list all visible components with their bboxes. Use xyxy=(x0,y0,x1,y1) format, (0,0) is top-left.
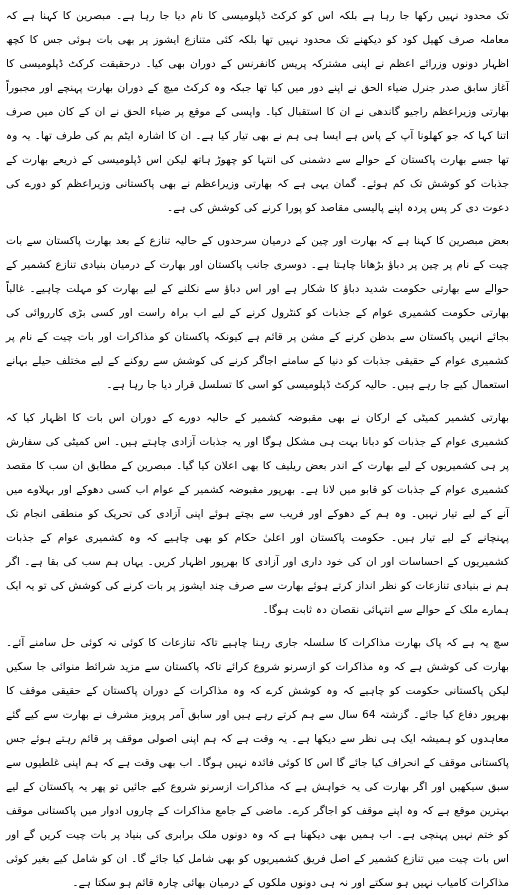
article-paragraph-4: سچ یہ ہے کہ پاک بھارت مذاکرات کا سلسلہ جاری رہنا چاہیے تاکہ تنازعات کا کوئی نہ کوئی حل سامنے آئے۔ بھارت کی کوشش ہے کہ وہ مذاکرات کو ازسرنو شروع کرائے تاکہ پاکستان سے مزید شرائط منوائی جا سکیں لیکن پاکستانی حکومت کو چاہیے کہ وہ کوشش کرے کہ وہ مذاکرات کے دوران پاکستان کے حقیقی موقف کا بھرپور دفاع کیا جائے۔ گزشتہ 64 سال سے ہم کرتے رہے ہیں اور سابق آمر پرویز مشرف نے بھارت سے کیے گئے معاہدوں کو ہمیشہ ایک ہی نظر سے دیکھا ہے۔ یہ وقت ہے کہ ہم اپنی اصولی موقف پر قائم رہتے ہوئے جس پاکستانی موقف کے انحراف کیا جائے گا اس کا کوئی فائدہ نہیں ہوگا۔ اب بھی وقت ہے کہ ہم اپنی غلطیوں سے سبق سیکھیں اور اگر بھارت کی یہ خواہش ہے کہ مذاکرات ازسرنو شروع کیے جائیں تو پھر یہ پاکستان کے لیے بہترین موقع ہے کہ وہ اپنے موقف کو اجاگر کرے۔ ماضی کے جامع مذاکرات کے چاروں ادوار میں پاکستانی موقف کو ختم نہیں پہنچی ہے۔ اب ہمیں بھی دیکھنا ہے کہ وہ دونوں ملک برابری کی بنیاد پر بات چیت کریں گے اور اس بات چیت میں تنازع کشمیر کے اصل فریق کشمیریوں کو بھی شامل کیا جائے گا۔ ان کو شامل کیے بغیر کوئی مذاکرات کامیاب نہیں ہو سکتے اور نہ ہی دونوں ملکوں کے درمیان بھائی چارہ قائم ہو سکتا ہے۔ xyxy=(6,637,509,889)
article-paragraph-1: تک محدود نہیں رکھا جا رہا ہے بلکہ اس کو کرکٹ ڈپلومیسی کا نام دیا جا رہا ہے۔ مبصرین کا کہنا ہے کہ معاملہ صرف کھیل کود کو دیکھنے تک محدود نہیں تھا بلکہ کئی متنازع ایشوز پر بھی بات ہوئی جس کا کچھ اظہار دونوں وزرائے اعظم نے اپنی مشترکہ پریس کانفرنس کے دوران بھی کیا۔ درحقیقت کرکٹ ڈپلومیسی کا آغاز سابق صدر جنرل ضیاء الحق نے اپنے دور میں کیا تھا جبکہ وہ کرکٹ میچ کے دوران بھارت پہنچے اور مجبوراً بھارتی وزیراعظم راجیو گاندھی نے ان کا استقبال کیا۔ واپسی کے موقع پر ضیاء الحق نے ان کے کان میں صرف اتنا کہا کہ جو کھلونا آپ کے پاس ہے ایسا ہی ہم نے بھی تیار کیا ہے۔ ان کا اشارہ ایٹم بم کی طرف تھا۔ یہ وہ تھا جسے بھارت پاکستان کے حوالے سے دشمنی کی انتہا کو چھوڑ ہاتھ لیکن اس ڈپلومیسی کے ذریعے بھارت کے جذبات کو کوشش تک کم ہوئے۔ گمان یہی ہے کہ بھارتی وزیراعظم نے بھی پاکستانی وزیراعظم کو دورے کی دعوت دی کر پس پردہ اپنے پالیسی مقاصد کو پورا کرنے کی کوشش کی ہے۔ xyxy=(6,10,509,214)
article-paragraph-3: بھارتی کشمیر کمیٹی کے ارکان نے بھی مقبوضہ کشمیر کے حالیہ دورے کے دوران اس بات کا اظہار کیا کہ کشمیری عوام کے جذبات کو دبانا بہت ہی مشکل ہوگا اور یہ جذبات آزادی چاہتے ہیں۔ اس کمیٹی کی سفارش پر ہی کشمیریوں کے لیے بھارت کے اندر بعض ریلیف کا بھی اعلان کیا گیا۔ مبصرین کے مطابق ان سب کا مقصد کشمیری عوام کے جذبات کو قابو میں لانا ہے۔ بھرپور مقبوضہ کشمیر کے عوام اب کسی دھوکے اور بہلاوے میں آنے کے لیے تیار نہیں۔ وہ ہم کے دھوکے اور فریب سے بچتے ہوئے اپنی آزادی کی تحریک کو منطقی انجام تک پہنچانے کے لیے تیار ہیں۔ حکومت پاکستان اور اعلیٰ حکام کو بھی چاہیے کہ وہ کشمیری عوام کے جذبات کشمیریوں کے احساسات اور ان کی خود داری اور آزادی کا بھرپور اظہار کریں۔ یہاں ہم سب کی بقا ہے۔ اگر ہم نے بنیادی تنازعات کو نظر انداز کرتے ہوئے بھارت سے صرف چند ایشوز پر بات کرنے کی کوشش کی تو یہ ایک ہمارے ملک کے حوالے سے انتہائی نقصان دہ ثابت ہوگا۔ xyxy=(6,412,509,616)
article-paragraph-2: بعض مبصرین کا کہنا ہے کہ بھارت اور چین کے درمیان سرحدوں کے حالیہ تنازع کے بعد بھارت پاکستان سے بات چیت کے نام پر چین پر دباؤ بڑھانا چاہتا ہے۔ دوسری جانب پاکستان اور بھارت کے درمیان بنیادی تنازع کشمیر کے حوالے سے بھارتی حکومت شدید دباؤ کا شکار ہے اور اس دباؤ سے نکلنے کے لیے بھارت کو مہلت چاہیے۔ غالباً بھارتی حکومت کشمیری عوام کے جذبات کو کنٹرول کرنے کے لیے اب براہ راست اور کسی بڑی کارروائی کی بجائے انہیں پاکستان سے بدظن کرنے کے مشن پر قائم ہے کیونکہ پاکستان کو مذاکرات اور بات چیت کے نام پر کشمیری عوام کے حقیقی جذبات کو دنیا کے سامنے اجاگر کرنے کی کوشش سے روکنے کے لیے مختلف حیلے بہانے استعمال کیے جا رہے ہیں۔ حالیہ کرکٹ ڈپلومیسی کو اسی کا تسلسل قرار دیا جا رہا ہے۔ xyxy=(6,235,509,391)
